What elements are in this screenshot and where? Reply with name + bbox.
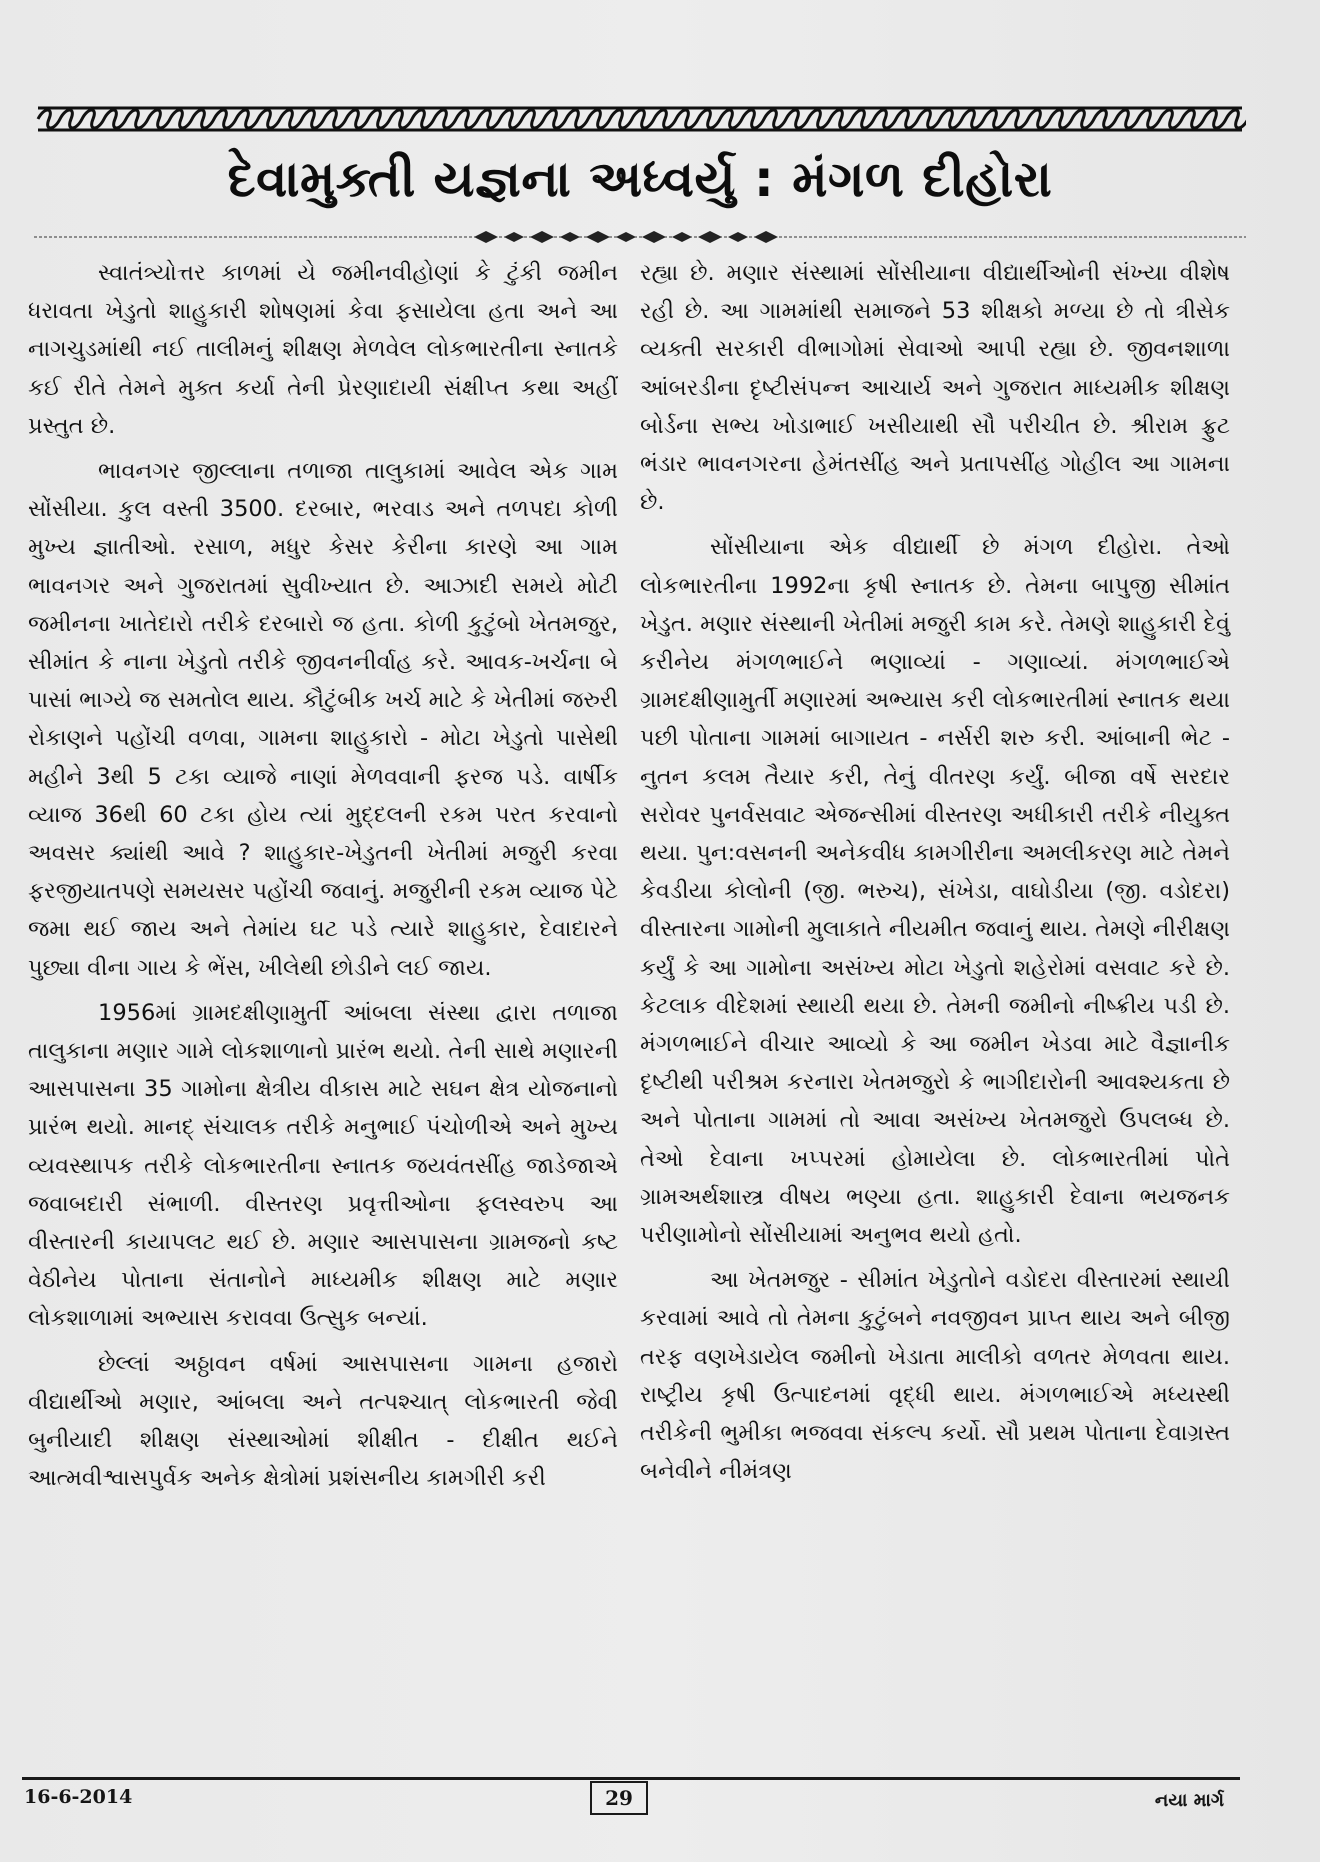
article-title: દેવામુક્તી યજ્ઞના અધ્વર્યુ : મંગળ દીહોરા [227, 150, 1053, 208]
footer-rule [22, 1777, 1240, 1780]
paragraph-village: ભાવનગર જીલ્લાના તળાજા તાલુકામાં આવેલ એક ગામ સોંસીયા. કુલ વસ્તી 3500. દરબાર, ભરવાડ અને તળપદા કોળી મુખ્ય જ્ઞાતીઓ. રસાળ, મધુર કેસર કેરીના કારણે આ ગામ ભાવનગર અને ગુજરાતમાં સુવીખ્યાત છે. આઝાદી સમયે મોટી જમીનના ખાતેદારો તરીકે દરબારો જ હતા. કોળી કુટુંબો ખેતમજુર, સીમાંત કે નાના ખેડુતો તરીકે જીવનનીર્વાહ કરે. આવક-ખર્ચના બે પાસાં ભાગ્યે જ સમતોલ થાય. કૌટુંબીક ખર્ચ માટે કે ખેતીમાં જરુરી રોકાણને પહોંચી વળવા, ગામના શાહુકારો - મોટા ખેડુતો પાસેથી મહીને 3થી 5 ટકા વ્યાજે નાણાં મેળવવાની ફરજ પડે. વાર્ષીક વ્યાજ 36થી 60 ટકા હોય ત્યાં મુદ્દલની રકમ પરત કરવાનો અવસર ક્યાંથી આવે ? શાહુકાર-ખેડુતની ખેતીમાં મજુરી કરવા ફરજીયાતપણે સમયસર પહોંચી જવાનું. મજુરીની રકમ વ્યાજ પેટે જમા થઈ જાય અને તેમાંય ઘટ પડે ત્યારે શાહુકાર, દેવાદારને પુછ્યા વીના ગાય કે ભેંસ, ખીલેથી છોડીને લઈ જાય. [28, 458, 618, 981]
title-ornament-rule [34, 224, 1246, 250]
paragraph-continued: રહ્યા છે. મણાર સંસ્થામાં સોંસીયાના વીદ્યાર્થીઓની સંખ્યા વીશેષ રહી છે. આ ગામમાંથી સમાજને 53 શીક્ષકો મળ્યા છે તો ત્રીસેક વ્યક્તી સરકારી વીભાગોમાં સેવાઓ આપી રહ્યા છે. જીવનશાળા આંબરડીના દૃષ્ટીસંપન્ન આચાર્ય અને ગુજરાત માધ્યમીક શીક્ષણ બોર્ડના સભ્ય ખોડાભાઈ ખસીયાથી સૌ પરીચીત છે. શ્રીરામ ફ્રુટ ભંડાર ભાવનગરના હેમંતસીંહ અને પ્રતાપસીંહ ગોહીલ આ ગામના છે. [640, 260, 1230, 516]
paragraph-students: છેલ્લાં અઠ્ઠાવન વર્ષમાં આસપાસના ગામના હજારો વીદ્યાર્થીઓ મણાર, આંબલા અને તત્પશ્ચાત્ લોકભારતી જેવી બુનીયાદી શીક્ષણ સંસ્થાઓમાં શીક્ષીત - દીક્ષીત થઈને આત્મવીશ્વાસપુર્વક અનેક ક્ષેત્રોમાં પ્રશંસનીય કામગીરી કરી [28, 1350, 618, 1492]
article-column-right [640, 254, 1230, 1498]
paragraph-resettlement: આ ખેતમજુર - સીમાંત ખેડુતોને વડોદરા વીસ્તારમાં સ્થાયી કરવામાં આવે તો તેમના કુટુંબને નવજીવન પ્રાપ્ત થાય અને બીજી તરફ વણખેડાયેલ જમીનો ખેડાતા માલીકો વળતર મેળવતા થાય. રાષ્ટ્રીય કૃષી ઉત્પાદનમાં વૃદ્ધી થાય. મંગળભાઈએ મધ્યસ્થી તરીકેની ભુમીકા ભજવવા સંકલ્પ કર્યો. સૌ પ્રથમ પોતાના દેવાગ્રસ્ત બનેવીને નીમંત્રણ [640, 1267, 1230, 1485]
page-number: 29 [590, 1781, 648, 1815]
decorative-wave-border [34, 103, 1246, 135]
paragraph-lokshala: 1956માં ગ્રામદક્ષીણામુર્તી આંબલા સંસ્થા દ્વારા તળાજા તાલુકાના મણાર ગામે લોકશાળાનો પ્રારંભ થયો. તેની સાથે મણારની આસપાસના 35 ગામોના ક્ષેત્રીય વીકાસ માટે સઘન ક્ષેત્ર યોજનાનો પ્રારંભ થયો. માનદ્ સંચાલક તરીકે મનુભાઈ પંચોળીએ અને મુખ્ય વ્યવસ્થાપક તરીકે લોકભારતીના સ્નાતક જયવંતસીંહ જાડેજાએ જવાબદારી સંભાળી. વીસ્તરણ પ્રવૃત્તીઓના ફલસ્વરુપ આ વીસ્તારની કાયાપલટ થઈ છે. મણાર આસપાસના ગ્રામજનો કષ્ટ વેઠીનેય પોતાના સંતાનોને માધ્યમીક શીક્ષણ માટે મણાર લોકશાળામાં અભ્યાસ કરાવવા ઉત્સુક બન્યાં. [28, 999, 618, 1332]
magazine-name: નયા માર્ગ [1154, 1790, 1224, 1811]
footer-date: 16-6-2014 [24, 1786, 133, 1808]
paragraph-intro: સ્વાતંત્ર્યોત્તર કાળમાં યે જમીનવીહોણાં કે ટુંકી જમીન ધરાવતા ખેડુતો શાહુકારી શોષણમાં કેવા ફસાયેલા હતા અને આ નાગચુડમાંથી નઈ તાલીમનું શીક્ષણ મેળવેલ લોકભારતીના સ્નાતકે કઈ રીતે તેમને મુક્ત કર્યા તેની પ્રેરણાદાયી સંક્ષીપ્ત કથા અહીં પ્રસ્તુત છે. [28, 260, 618, 439]
paragraph-mangal-dihora: સોંસીયાના એક વીદ્યાર્થી છે મંગળ દીહોરા. તેઓ લોકભારતીના 1992ના કૃષી સ્નાતક છે. તેમના બાપુજી સીમાંત ખેડુત. મણાર સંસ્થાની ખેતીમાં મજુરી કામ કરે. તેમણે શાહુકારી દેવું કરીનેય મંગળભાઈને ભણાવ્યાં - ગણાવ્યાં. મંગળભાઈએ ગ્રામદક્ષીણામુર્તી મણારમાં અભ્યાસ કરી લોકભારતીમાં સ્નાતક થયા પછી પોતાના ગામમાં બાગાયત - નર્સરી શરુ કરી. આંબાની ભેટ - નુતન કલમ તૈયાર કરી, તેનું વીતરણ કર્યું. બીજા વર્ષે સરદાર સરોવર પુનર્વસવાટ એજન્સીમાં વીસ્તરણ અધીકારી તરીકે નીયુક્ત થયા. પુન:વસનની અનેકવીધ કામગીરીના અમલીકરણ માટે તેમને કેવડીયા કોલોની (જી. ભરુચ), સંખેડા, વાઘોડીયા (જી. વડોદરા) વીસ્તારના ગામોની મુલાકાતે નીયમીત જવાનું થાય. તેમણે નીરીક્ષણ કર્યું કે આ ગામોના અસંખ્ય મોટા ખેડુતો શહેરોમાં વસવાટ કરે છે. કેટલાક વીદેશમાં સ્થાયી થયા છે. તેમની જમીનો નીષ્ક્રીય પડી છે. મંગળભાઈને વીચાર આવ્યો કે આ જમીન ખેડવા માટે વૈજ્ઞાનીક દૃષ્ટીથી પરીશ્રમ કરનારા ખેતમજુરો કે ભાગીદારોની આવશ્યકતા છે અને પોતાના ગામમાં તો આવા અસંખ્ય ખેતમજુરો ઉપલબ્ધ છે. તેઓ દેવાના ખપ્પરમાં હોમાયેલા છે. લોકભારતીમાં પોતે ગ્રામઅર્થશાસ્ત્ર વીષય ભણ્યા હતા. શાહુકારી દેવાના ભયજનક પરીણામોનો સોંસીયામાં અનુભવ થયો હતો. [640, 534, 1230, 1249]
article-column-left [28, 254, 618, 1505]
